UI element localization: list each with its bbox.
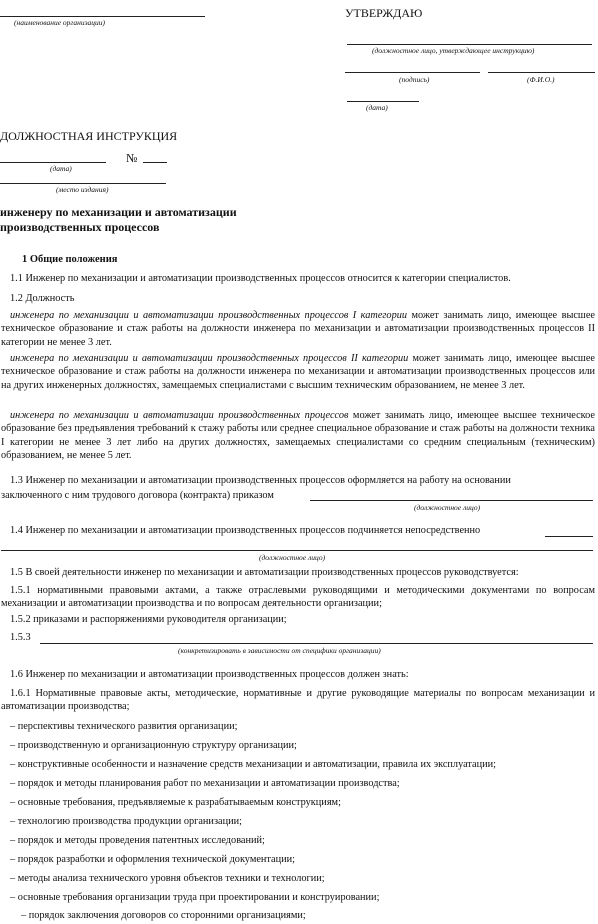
- doc-subject-line2: производственных процессов: [0, 220, 160, 234]
- para-1-4-fill-line-a: [545, 536, 593, 537]
- para-1-5: 1.5 В своей деятельности инженер по механизации и автоматизации производственных процессов руководствуется:: [10, 567, 519, 578]
- doc-number-line: [143, 162, 167, 163]
- doc-number-sign: №: [126, 151, 138, 165]
- para-1-2: 1.2 Должность: [10, 293, 75, 304]
- para-1-6: 1.6 Инженер по механизации и автоматизации производственных процессов должен знать:: [10, 669, 409, 680]
- signature-line: [345, 72, 480, 73]
- para-1-5-3: 1.5.3: [10, 632, 31, 643]
- org-name-line: [0, 16, 205, 17]
- para-1-5-1: 1.5.1 нормативными правовыми актами, а также отраслевыми руководящими и методическими документами по вопросам механизации и автоматизации производства и по вопросам деятельности организации;: [1, 585, 595, 610]
- signature-caption: (подпись): [399, 75, 430, 84]
- para-1-3-fill-line: [310, 500, 593, 501]
- bullet-item: – методы анализа технического уровня объектов техники и технологии;: [10, 873, 325, 884]
- approver-position-caption: (должностное лицо, утверждающее инструкцию): [372, 46, 535, 55]
- bullet-item: – производственную и организационную структуру организации;: [10, 740, 297, 751]
- doc-subject-line1: инженеру по механизации и автоматизации: [0, 205, 237, 219]
- fio-caption: (Ф.И.О.): [527, 75, 555, 84]
- para-1-1: 1.1 Инженер по механизации и автоматизации производственных процессов относится к категории специалистов.: [10, 273, 511, 284]
- para-1-3-line2: заключенного с ним трудового договора (контракта) приказом: [1, 490, 274, 501]
- para-1-2-cat1: [1, 309, 595, 349]
- doc-place-line: [0, 183, 166, 184]
- para-1-2-cat1-position: инженера по механизации и автоматизации производственных процессов I категории: [10, 310, 408, 321]
- bullet-item: – технологию производства продукции организации;: [10, 816, 242, 827]
- fio-line: [488, 72, 595, 73]
- para-1-2-cat2-text: может занимать лицо, имеющее высшее техническое образование и стаж работы на должности инженера по механизации и автоматизации производственных процессов или на других инженерных должностях, замещаемых специалистами с высшим техническим образованием, не менее 3 лет.: [1, 353, 595, 391]
- doc-title: ДОЛЖНОСТНАЯ ИНСТРУКЦИЯ: [0, 129, 178, 143]
- bullet-item: – перспективы технического развития организации;: [10, 721, 238, 732]
- para-1-4-caption: (должностное лицо): [259, 553, 326, 562]
- para-1-5-3-caption: (конкретизировать в зависимости от специфики организации): [178, 646, 381, 655]
- para-1-5-2: 1.5.2 приказами и распоряжениями руководителя организации;: [10, 614, 287, 625]
- bullet-item: – порядок заключения договоров со сторонними организациями;: [21, 910, 306, 921]
- bullet-item: – порядок и методы планирования работ по механизации и автоматизации производства;: [10, 778, 400, 789]
- para-1-3-line1: 1.3 Инженер по механизации и автоматизации производственных процессов оформляется на работу на основании: [10, 475, 511, 486]
- bullet-item: – порядок и методы проведения патентных исследований;: [10, 835, 265, 846]
- para-1-2-cat2-position: инженера по механизации и автоматизации производственных процессов II категории: [10, 353, 409, 364]
- bullet-item: – основные требования, предъявляемые к разрабатываемым конструкциям;: [10, 797, 341, 808]
- bullet-item: – конструктивные особенности и назначение средств механизации и автоматизации, правила их эксплуатации;: [10, 759, 496, 770]
- para-1-2-nocat: [1, 409, 595, 463]
- para-1-2-cat1-text: может занимать лицо, имеющее высшее техническое образование и стаж работы на должности инженера по механизации и автоматизации производственных процессов II категории не менее 3 лет.: [1, 310, 596, 348]
- approver-position-line: [347, 44, 592, 45]
- approve-heading: УТВЕРЖДАЮ: [345, 6, 423, 20]
- bullet-item: – порядок разработки и оформления технической документации;: [10, 854, 296, 865]
- para-1-2-nocat-text: может занимать лицо, имеющее высшее техническое образование без предъявления требований к стажу работы или среднее специальное образование и стаж работы на должности техника I категории не менее 3 лет либо на других должностях, замещаемых специалистами со средним специальным (техническим) образованием, не менее 5 лет.: [1, 410, 595, 462]
- approve-date-caption: (дата): [366, 103, 388, 112]
- org-name-caption: (наименование организации): [14, 18, 106, 27]
- section-general-title: 1 Общие положения: [22, 254, 118, 265]
- bullet-item: – основные требования организации труда при проектировании и конструировании;: [10, 892, 380, 903]
- doc-date-caption: (дата): [50, 164, 72, 173]
- para-1-6-1: 1.6.1 Нормативные правовые акты, методические, нормативные и другие руководящие материалы по вопросам механизации и автоматизации производства;: [1, 688, 595, 713]
- para-1-3-caption: (должностное лицо): [414, 503, 481, 512]
- para-1-4: 1.4 Инженер по механизации и автоматизации производственных процессов подчиняется непосредственно: [10, 525, 481, 536]
- approve-date-line: [347, 101, 419, 102]
- para-1-4-fill-line-b: [1, 550, 593, 551]
- doc-date-line: [0, 162, 106, 163]
- para-1-2-cat2: [1, 352, 595, 392]
- doc-place-caption: (место издания): [56, 185, 109, 194]
- para-1-2-nocat-position: инженера по механизации и автоматизации производственных процессов: [10, 410, 349, 421]
- para-1-5-3-fill-line: [40, 643, 593, 644]
